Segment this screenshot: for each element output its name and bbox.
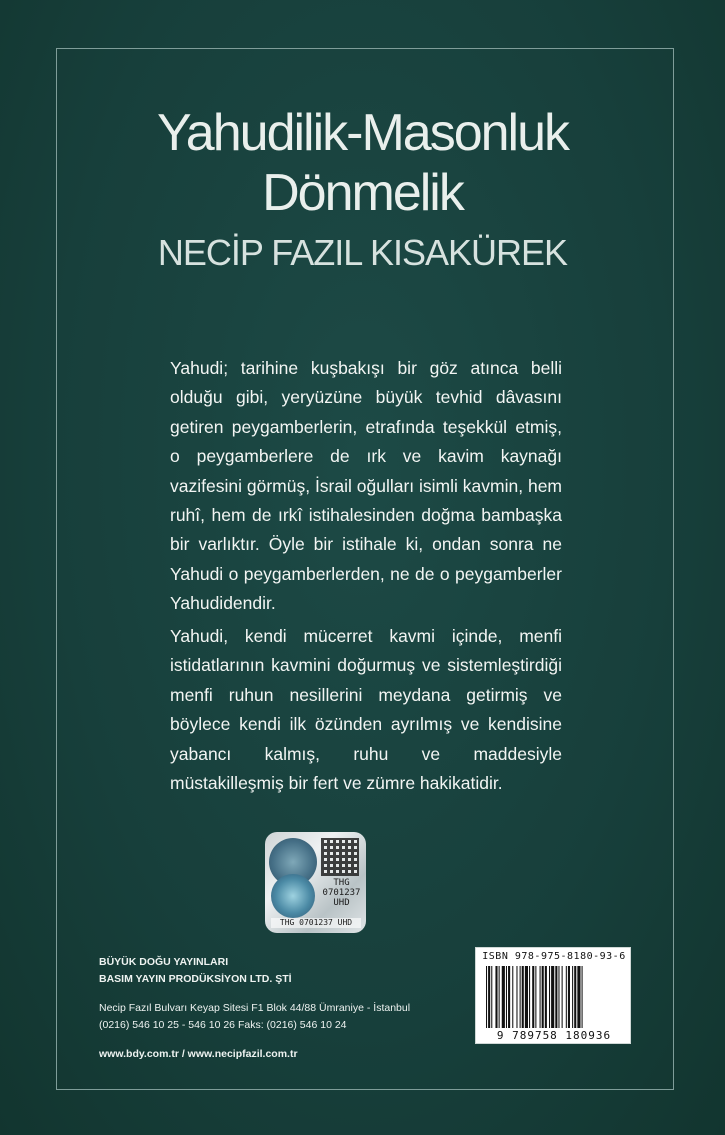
blurb-paragraph-2: Yahudi, kendi mücerret kavmi içinde, menfi istidatlarının kavmini doğurmuş ve sistemleştirdiği menfi ruhun nesillerini meydana getirmiş ve böylece kendi ilk özünden ayrılmış ve kendisine yabancı kalmış, ruhu ve maddesiyle müstakilleşmiş bir fert ve zümre hakikatidir. [170,626,562,794]
author-name: NECİP FAZIL KISAKÜREK [157,232,568,273]
hologram-sticker [265,832,366,933]
hologram-code [319,878,364,908]
blurb-paragraph-1: Yahudi; tarihine kuşbakışı bir göz atınca belli olduğu gibi, yeryüzüne büyük tevhid dâvasını getiren peygamberlerin, etrafında teşekkül etmiş, o peygamberlere de ırk ve kavim kaynağı vazifesini görmüş, İsrail oğulları isimli kavmin, hem ruhî, hem de ırkî istihalesinden doğma bambaşka bir varlıktır. Öyle bir istihale ki, ondan sonra ne Yahudi o peygamberlerden, ne de o peygamberler Yahudidendir. [170,358,562,614]
publisher-phone: (0216) 546 10 25 - 546 10 26 Faks: (0216) 546 10 24 [99,1019,347,1031]
publisher-name: BÜYÜK DOĞU YAYINLARI [99,956,229,968]
book-title-line1: Yahudilik-Masonluk [156,104,569,162]
hologram-code-line1: THG [333,878,350,888]
hologram-code-bottom: THG 0701237 UHD [271,918,361,928]
hologram-emblem-icon [271,874,315,918]
hologram-code-line2: 0701237 [322,888,361,898]
barcode-icon [484,966,624,1028]
isbn-label: ISBN 978-975-8180-93-6 [482,951,626,962]
qr-code-icon [321,838,359,876]
hologram-code-line3: UHD [333,898,350,908]
book-title-line2: Dönmelik [262,164,463,222]
publisher-company: BASIM YAYIN PRODÜKSİYON LTD. ŞTİ [99,973,292,985]
publisher-web: www.bdy.com.tr / www.necipfazil.com.tr [99,1048,298,1060]
publisher-address: Necip Fazıl Bulvarı Keyap Sitesi F1 Blok 44/88 Ümraniye - İstanbul [99,1002,411,1014]
isbn-barcode-box [475,947,631,1044]
publisher-info [99,954,459,1063]
isbn-digits: 9 789758 180936 [496,1029,612,1042]
